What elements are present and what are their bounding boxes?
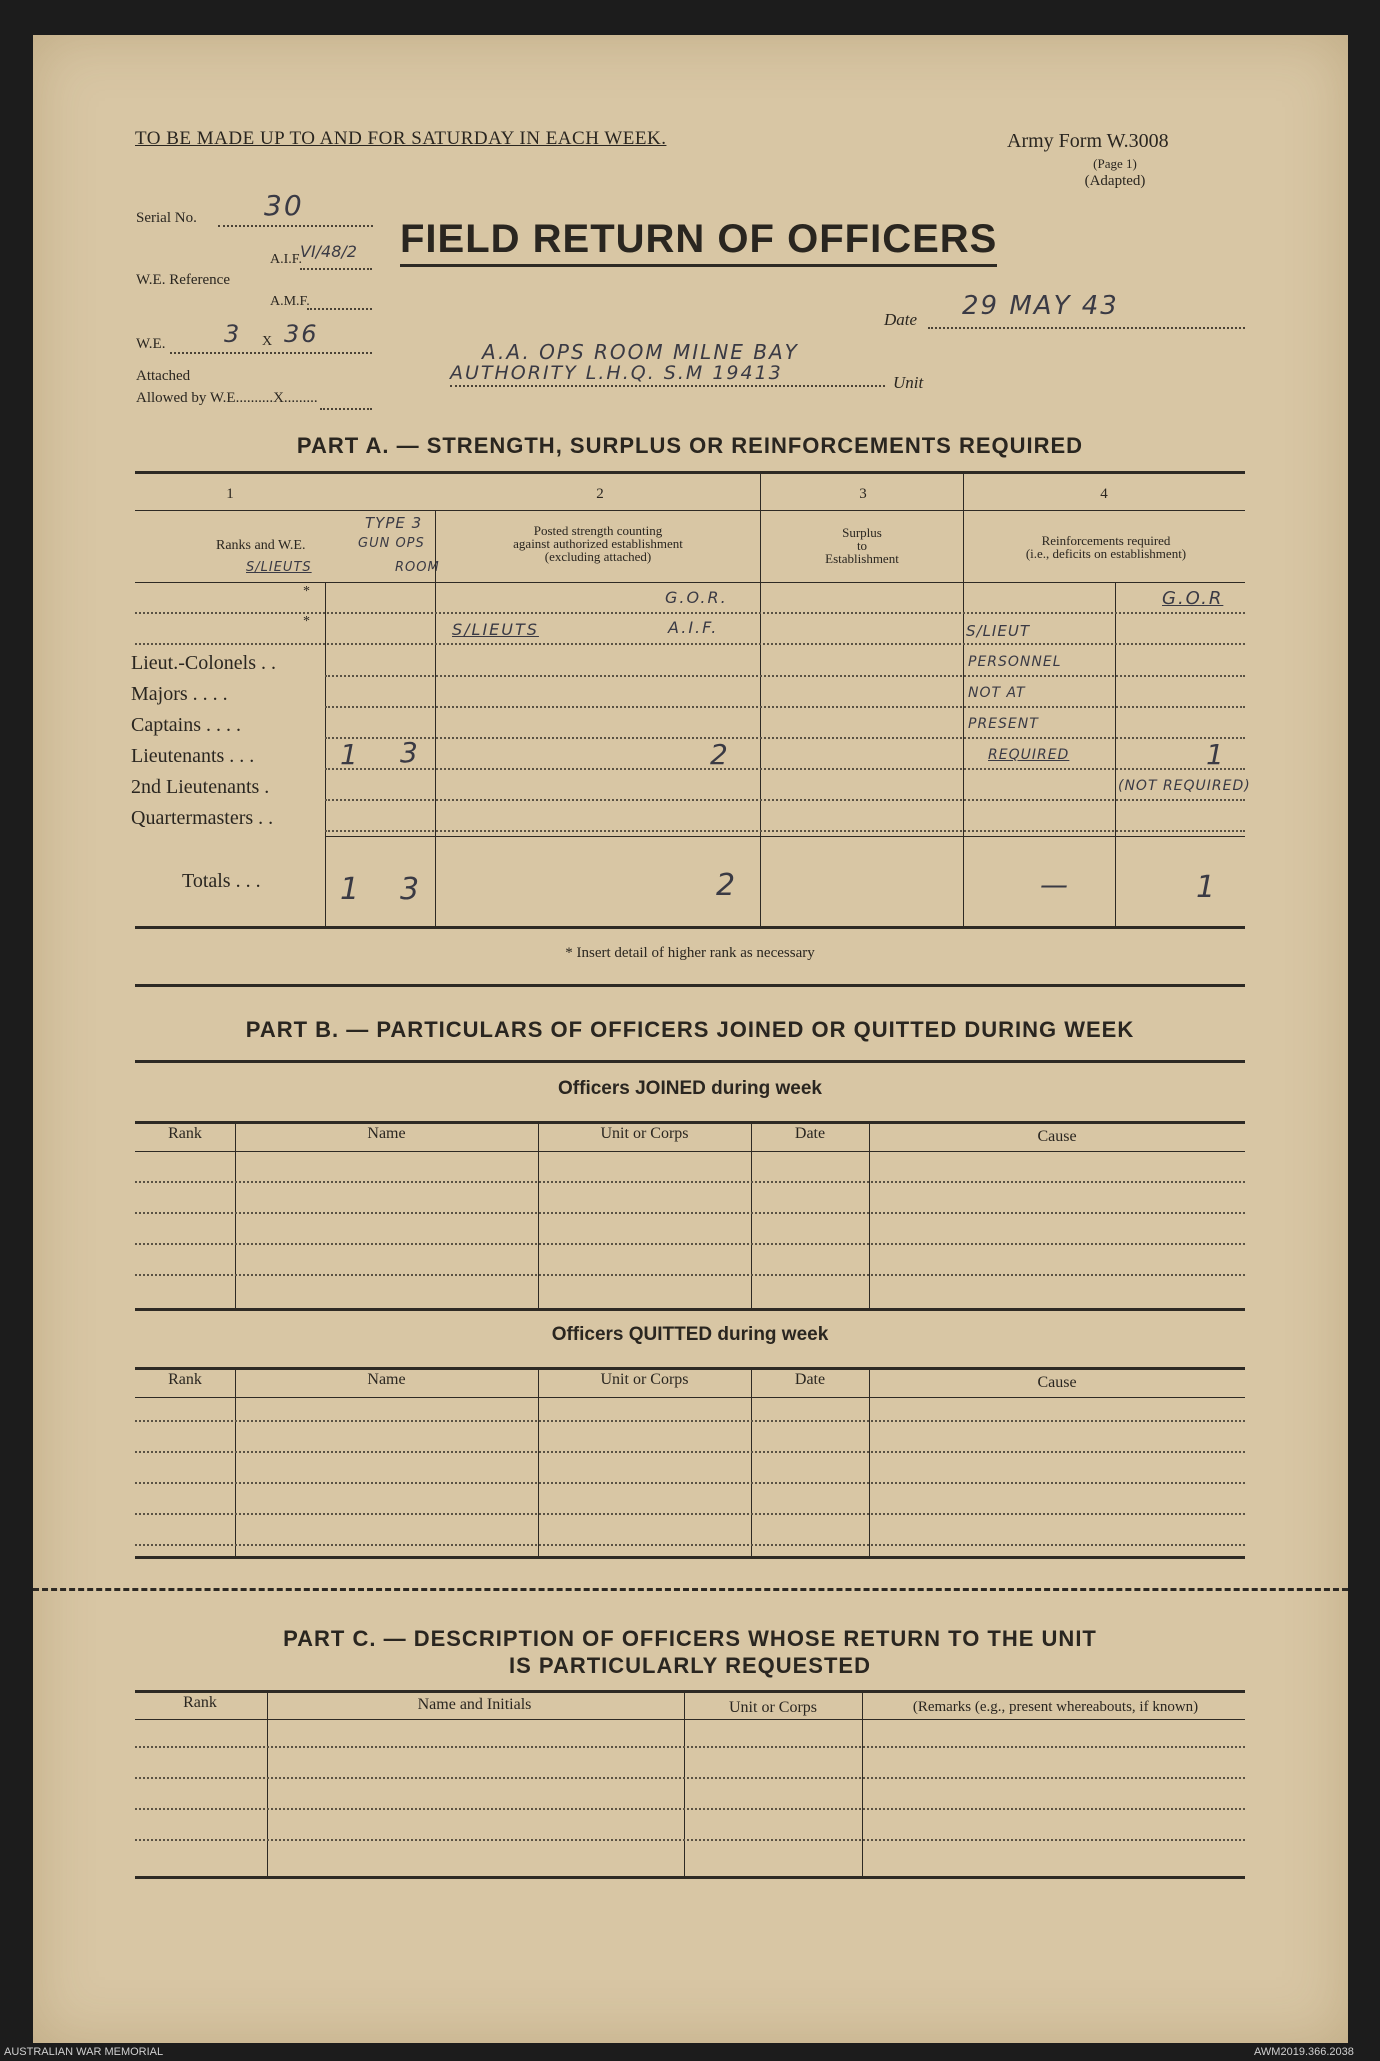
- part-a-col-2-number: 2: [596, 486, 604, 502]
- quitted-col-name: Name: [367, 1371, 406, 1388]
- tear-off-line: [33, 1588, 1348, 1591]
- joined-row-1: [135, 1181, 1245, 1183]
- we-value-1: 3: [224, 320, 242, 348]
- row-2nd-lieutenants-label: 2nd Lieutenants .: [131, 776, 270, 798]
- col-1-hand-4: ROOM: [395, 560, 440, 575]
- form-title: FIELD RETURN OF OFFICERS: [400, 217, 997, 267]
- part-a-header-rule: [135, 582, 1245, 583]
- allowed-field: [320, 393, 372, 410]
- col-3-header-line-3: Establishment: [825, 551, 899, 566]
- aif-value: VI/48/2: [300, 242, 357, 261]
- form-page: (Page 1): [1093, 156, 1137, 171]
- totals-we-2: 3: [400, 872, 422, 907]
- col-4-note-4: PRESENT: [968, 716, 1039, 732]
- col-1-hand-2: GUN OPS: [358, 536, 425, 551]
- col-3-header-line-2: to: [856, 538, 868, 553]
- part-c-vline-3: [862, 1693, 863, 1876]
- part-c-row-2: [135, 1777, 1245, 1779]
- part-a-vline-4: [963, 472, 964, 927]
- joined-bottom-rule: [135, 1308, 1245, 1311]
- quitted-col-rank: Rank: [168, 1371, 202, 1388]
- part-c-vline-2: [684, 1693, 685, 1876]
- totals-we-1: 1: [340, 872, 362, 907]
- col-4-gor: G.O.R: [1162, 588, 1224, 609]
- rank-row-line-5: [325, 799, 1245, 801]
- serial-label: Serial No.: [136, 210, 197, 226]
- part-c-top-rule: [135, 1690, 1245, 1693]
- not-required-note: (NOT REQUIRED): [1118, 778, 1251, 794]
- part-c-col-rank: Rank: [183, 1694, 217, 1711]
- part-a-number-rule: [135, 510, 1245, 511]
- quitted-col-unit: Unit or Corps: [600, 1371, 689, 1388]
- col-2-aif: A.I.F.: [668, 618, 719, 637]
- quitted-row-5: [135, 1544, 1245, 1546]
- joined-row-3: [135, 1243, 1245, 1245]
- col-3-header-line-1: Surplus: [842, 525, 882, 540]
- joined-col-date: Date: [794, 1125, 826, 1142]
- joined-header-rule: [135, 1151, 1245, 1152]
- col-1-hand-3: S/LIEUTS: [246, 560, 312, 575]
- instruction-text: TO BE MADE UP TO AND FOR SATURDAY IN EACH WEEK.: [135, 128, 667, 149]
- joined-vline-3: [751, 1124, 752, 1308]
- star-row-1-line: [135, 612, 1245, 614]
- part-c-bottom-rule: [135, 1876, 1245, 1879]
- we-value-2: 36: [284, 320, 319, 348]
- col-1-header: Ranks and W.E.: [216, 538, 306, 553]
- part-c-row-4: [135, 1839, 1245, 1841]
- part-b-top-rule: [135, 984, 1245, 987]
- quitted-row-3: [135, 1482, 1245, 1484]
- unit-line-2: AUTHORITY L.H.Q. S.M 19413: [450, 362, 783, 384]
- joined-top-rule: [135, 1121, 1245, 1124]
- aif-label: A.I.F.: [270, 252, 302, 267]
- rank-row-line-3: [325, 737, 1245, 739]
- part-c-row-1: [135, 1746, 1245, 1748]
- amf-field: [307, 293, 372, 310]
- we-reference-label: W.E. Reference: [136, 272, 230, 288]
- date-field: [928, 291, 1245, 329]
- part-a-vline-1: [325, 582, 326, 927]
- unit-label: Unit: [893, 373, 924, 392]
- lieut-required: 1: [1206, 738, 1226, 771]
- part-a-col-3-number: 3: [859, 486, 867, 502]
- unit-field: [450, 362, 885, 387]
- quitted-row-4: [135, 1513, 1245, 1515]
- part-a-vline-3: [760, 472, 761, 927]
- joined-vline-2: [538, 1124, 539, 1308]
- we-label: W.E.: [136, 336, 166, 352]
- col-4-note-1: S/LIEUT: [966, 622, 1030, 640]
- rank-row-line-2: [325, 706, 1245, 708]
- quitted-vline-2: [538, 1370, 539, 1556]
- star-row-2-marker: *: [303, 614, 310, 629]
- quitted-vline-4: [869, 1370, 870, 1556]
- part-c-col-remarks: (Remarks (e.g., present whereabouts, if known): [912, 1699, 1199, 1715]
- col-3-header: [762, 526, 962, 565]
- joined-col-name: Name: [367, 1125, 406, 1142]
- joined-row-2: [135, 1212, 1245, 1214]
- quitted-row-2: [135, 1451, 1245, 1453]
- part-a-vline-5: [1115, 582, 1116, 927]
- we-x-label: X: [262, 334, 273, 349]
- rank-row-line-4: [325, 768, 1245, 770]
- lieut-posted: 2: [710, 738, 730, 771]
- joined-col-unit: Unit or Corps: [600, 1125, 689, 1142]
- date-value: 29 MAY 43: [962, 291, 1119, 321]
- joined-vline-4: [869, 1124, 870, 1308]
- part-a-bottom-rule: [135, 926, 1245, 929]
- rank-rows-bottom-rule: [325, 836, 1245, 837]
- joined-title: Officers JOINED during week: [558, 1078, 822, 1099]
- quitted-header-rule: [135, 1397, 1245, 1398]
- footer-accession: AWM2019.366.2038: [1254, 2046, 1354, 2058]
- part-a-title: PART A. — STRENGTH, SURPLUS OR REINFORCEMENTS REQUIRED: [296, 433, 1084, 458]
- quitted-col-cause: Cause: [1037, 1374, 1077, 1391]
- col-4-header-line-1: Reinforcements required: [1041, 533, 1171, 548]
- col-4-header: [966, 534, 1246, 560]
- totals-dash: —: [1040, 868, 1070, 901]
- lieut-we-1: 1: [340, 738, 360, 771]
- joined-vline-1: [235, 1124, 236, 1308]
- joined-col-cause: Cause: [1037, 1128, 1077, 1145]
- quitted-top-rule: [135, 1367, 1245, 1370]
- rank-row-line-1: [325, 675, 1245, 677]
- col-4-note-5: REQUIRED: [988, 747, 1070, 763]
- col-4-header-line-2: (i.e., deficits on establishment): [1025, 546, 1187, 561]
- rank-row-line-6: [325, 830, 1245, 832]
- form-adapted: (Adapted): [1084, 173, 1146, 189]
- row-majors-label: Majors . . . .: [131, 683, 228, 705]
- part-c-title-1: PART C. — DESCRIPTION OF OFFICERS WHOSE RETURN TO THE UNIT: [283, 1626, 1097, 1651]
- part-c-col-unit: Unit or Corps: [729, 1699, 817, 1716]
- row-quartermasters-label: Quartermasters . .: [131, 807, 274, 829]
- quitted-row-1: [135, 1420, 1245, 1422]
- star-row-2-line: [135, 643, 1245, 645]
- col-2-slieuts: S/LIEUTS: [452, 620, 539, 639]
- col-2-gor: G.O.R.: [665, 588, 728, 607]
- totals-required: 1: [1196, 870, 1218, 905]
- date-label: Date: [884, 310, 918, 329]
- footer-credit: AUSTRALIAN WAR MEMORIAL: [4, 2046, 164, 2058]
- part-c-vline-1: [267, 1693, 268, 1876]
- part-c-col-name: Name and Initials: [417, 1696, 532, 1713]
- row-captains-label: Captains . . . .: [131, 714, 241, 736]
- unit-line-1: A.A. OPS ROOM MILNE BAY: [482, 340, 799, 364]
- part-a-top-rule: [135, 471, 1245, 474]
- col-1-hand-1: TYPE 3: [365, 514, 423, 532]
- col-2-header-line-3: (excluding attached): [544, 549, 652, 564]
- form-number: Army Form W.3008: [1007, 130, 1169, 152]
- part-b-title: PART B. — PARTICULARS OF OFFICERS JOINED OR QUITTED DURING WEEK: [245, 1017, 1135, 1042]
- part-a-vline-2: [435, 510, 436, 927]
- col-2-header: [438, 524, 758, 563]
- part-a-col-4-number: 4: [1100, 486, 1108, 502]
- part-b-title-rule: [135, 1060, 1245, 1063]
- part-c-title-2: IS PARTICULARLY REQUESTED: [509, 1653, 871, 1678]
- amf-label: A.M.F.: [270, 294, 310, 309]
- quitted-col-date: Date: [794, 1371, 826, 1388]
- col-4-note-2: PERSONNEL: [968, 654, 1062, 670]
- serial-value: 30: [264, 189, 304, 222]
- quitted-title: Officers QUITTED during week: [551, 1324, 829, 1345]
- part-a-footnote: * Insert detail of higher rank as necessary: [565, 945, 815, 961]
- joined-row-4: [135, 1274, 1245, 1276]
- attached-label: Attached: [136, 368, 191, 384]
- totals-posted: 2: [716, 868, 738, 903]
- lieut-we-2: 3: [400, 736, 420, 769]
- totals-label: Totals . . .: [182, 870, 261, 892]
- part-c-row-3: [135, 1808, 1245, 1810]
- col-2-header-line-2: against authorized establishment: [513, 536, 683, 551]
- col-4-note-3: NOT AT: [968, 685, 1026, 701]
- joined-col-rank: Rank: [168, 1125, 202, 1142]
- quitted-bottom-rule: [135, 1556, 1245, 1559]
- part-a-col-1-number: 1: [226, 486, 234, 502]
- part-c-header-rule: [135, 1719, 1245, 1720]
- star-row-1-marker: *: [303, 584, 310, 599]
- quitted-vline-1: [235, 1370, 236, 1556]
- col-2-header-line-1: Posted strength counting: [533, 523, 663, 538]
- row-lieut-colonels-label: Lieut.-Colonels . .: [131, 652, 276, 674]
- we-field: [170, 320, 372, 354]
- allowed-label: Allowed by W.E..........X.........: [136, 390, 318, 406]
- quitted-vline-3: [751, 1370, 752, 1556]
- aif-field: [300, 242, 372, 270]
- serial-field: [218, 189, 373, 227]
- row-lieutenants-label: Lieutenants . . .: [131, 745, 255, 767]
